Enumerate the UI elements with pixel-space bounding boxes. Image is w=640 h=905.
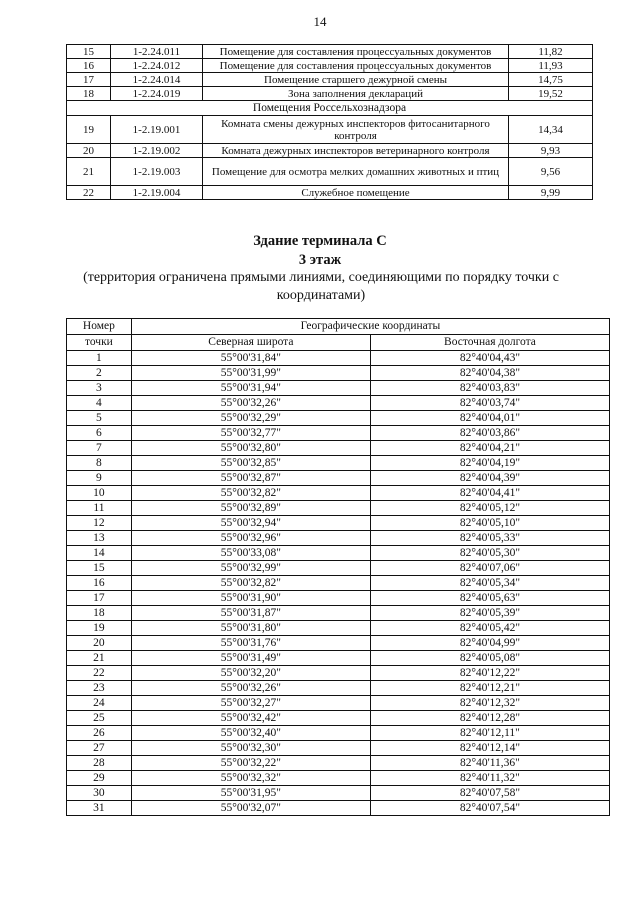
point-number: 14 <box>67 546 132 561</box>
point-number: 10 <box>67 486 132 501</box>
point-number: 23 <box>67 681 132 696</box>
latitude-cell: 55°00'32,94" <box>131 516 370 531</box>
latitude-cell: 55°00'32,87" <box>131 471 370 486</box>
table-row <box>67 561 610 576</box>
room-area: 9,93 <box>509 144 593 158</box>
point-number: 12 <box>67 516 132 531</box>
room-number: 21 <box>67 158 111 186</box>
latitude-cell: 55°00'31,95" <box>131 786 370 801</box>
table-row <box>67 771 610 786</box>
longitude-cell: 82°40'11,36" <box>370 756 609 771</box>
point-number: 28 <box>67 756 132 771</box>
room-area: 14,34 <box>509 116 593 144</box>
table-row <box>67 651 610 666</box>
table-row <box>67 158 593 186</box>
page-number: 14 <box>313 14 327 29</box>
header-geo-coordinates: Географические координаты <box>131 319 609 335</box>
table-row <box>67 73 593 87</box>
longitude-cell: 82°40'07,06" <box>370 561 609 576</box>
room-code: 1-2.19.004 <box>111 186 203 200</box>
rooms-table <box>66 44 593 200</box>
coords-header-row <box>67 319 610 335</box>
room-name: Зона заполнения деклараций <box>203 87 509 101</box>
table-row <box>67 411 610 426</box>
coordinates-table <box>66 318 610 816</box>
table-row <box>67 786 610 801</box>
room-area: 11,82 <box>509 45 593 59</box>
point-number: 15 <box>67 561 132 576</box>
point-number: 29 <box>67 771 132 786</box>
point-number: 24 <box>67 696 132 711</box>
section-title: Помещения Россельхознадзора <box>67 101 593 116</box>
latitude-cell: 55°00'32,96" <box>131 531 370 546</box>
room-name: Комната дежурных инспекторов ветеринарного контроля <box>203 144 509 158</box>
longitude-cell: 82°40'12,28" <box>370 711 609 726</box>
room-name: Комната смены дежурных инспекторов фитосанитарного контроля <box>203 116 509 144</box>
header-latitude: Северная широта <box>131 335 370 351</box>
longitude-cell: 82°40'03,74" <box>370 396 609 411</box>
longitude-cell: 82°40'04,38" <box>370 366 609 381</box>
point-number: 19 <box>67 621 132 636</box>
latitude-cell: 55°00'31,80" <box>131 621 370 636</box>
longitude-cell: 82°40'05,39" <box>370 606 609 621</box>
latitude-cell: 55°00'32,30" <box>131 741 370 756</box>
point-number: 22 <box>67 666 132 681</box>
point-number: 2 <box>67 366 132 381</box>
longitude-cell: 82°40'04,21" <box>370 441 609 456</box>
longitude-cell: 82°40'04,01" <box>370 411 609 426</box>
longitude-cell: 82°40'04,19" <box>370 456 609 471</box>
latitude-cell: 55°00'32,40" <box>131 726 370 741</box>
latitude-cell: 55°00'32,77" <box>131 426 370 441</box>
table-row <box>67 59 593 73</box>
latitude-cell: 55°00'32,29" <box>131 411 370 426</box>
room-code: 1-2.24.012 <box>111 59 203 73</box>
point-number: 3 <box>67 381 132 396</box>
room-number: 19 <box>67 116 111 144</box>
latitude-cell: 55°00'31,84" <box>131 351 370 366</box>
room-name: Помещение для осмотра мелких домашних животных и птиц <box>203 158 509 186</box>
longitude-cell: 82°40'12,11" <box>370 726 609 741</box>
longitude-cell: 82°40'04,43" <box>370 351 609 366</box>
building-title: Здание терминала С <box>253 233 387 249</box>
longitude-cell: 82°40'04,99" <box>370 636 609 651</box>
point-number: 4 <box>67 396 132 411</box>
section-row <box>67 101 593 116</box>
longitude-cell: 82°40'05,42" <box>370 621 609 636</box>
latitude-cell: 55°00'32,22" <box>131 756 370 771</box>
room-area: 9,56 <box>509 158 593 186</box>
table-row <box>67 186 593 200</box>
room-area: 19,52 <box>509 87 593 101</box>
point-number: 11 <box>67 501 132 516</box>
room-number: 16 <box>67 59 111 73</box>
header-longitude: Восточная долгота <box>370 335 609 351</box>
longitude-cell: 82°40'04,39" <box>370 471 609 486</box>
longitude-cell: 82°40'05,08" <box>370 651 609 666</box>
table-row <box>67 144 593 158</box>
table-row <box>67 591 610 606</box>
table-row <box>67 501 610 516</box>
table-row <box>67 756 610 771</box>
point-number: 18 <box>67 606 132 621</box>
room-name: Помещение для составления процессуальных документов <box>203 45 509 59</box>
room-number: 22 <box>67 186 111 200</box>
table-row <box>67 486 610 501</box>
table-row <box>67 711 610 726</box>
point-number: 6 <box>67 426 132 441</box>
latitude-cell: 55°00'32,82" <box>131 576 370 591</box>
table-row <box>67 636 610 651</box>
latitude-cell: 55°00'31,76" <box>131 636 370 651</box>
room-code: 1-2.19.002 <box>111 144 203 158</box>
latitude-cell: 55°00'31,90" <box>131 591 370 606</box>
longitude-cell: 82°40'05,63" <box>370 591 609 606</box>
latitude-cell: 55°00'32,99" <box>131 561 370 576</box>
floor-title: 3 этаж <box>298 252 342 268</box>
header-point-number: Номер <box>67 319 132 335</box>
table-row <box>67 606 610 621</box>
table-row <box>67 366 610 381</box>
latitude-cell: 55°00'32,20" <box>131 666 370 681</box>
room-code: 1-2.19.003 <box>111 158 203 186</box>
longitude-cell: 82°40'12,22" <box>370 666 609 681</box>
room-code: 1-2.24.014 <box>111 73 203 87</box>
table-row <box>67 426 610 441</box>
longitude-cell: 82°40'04,41" <box>370 486 609 501</box>
longitude-cell: 82°40'05,12" <box>370 501 609 516</box>
latitude-cell: 55°00'31,94" <box>131 381 370 396</box>
table-row <box>67 681 610 696</box>
longitude-cell: 82°40'05,34" <box>370 576 609 591</box>
table-row <box>67 666 610 681</box>
table-row <box>67 116 593 144</box>
room-name: Помещение для составления процессуальных документов <box>203 59 509 73</box>
territory-note: (территория ограничена прямыми линиями, соединяющими по порядку точки с координатами) <box>83 270 559 303</box>
longitude-cell: 82°40'07,54" <box>370 801 609 816</box>
table-row <box>67 741 610 756</box>
point-number: 26 <box>67 726 132 741</box>
latitude-cell: 55°00'32,07" <box>131 801 370 816</box>
table-row <box>67 531 610 546</box>
table-row <box>67 381 610 396</box>
table-row <box>67 546 610 561</box>
latitude-cell: 55°00'32,42" <box>131 711 370 726</box>
room-code: 1-2.24.011 <box>111 45 203 59</box>
longitude-cell: 82°40'05,33" <box>370 531 609 546</box>
longitude-cell: 82°40'12,32" <box>370 696 609 711</box>
room-number: 18 <box>67 87 111 101</box>
latitude-cell: 55°00'32,32" <box>131 771 370 786</box>
table-row <box>67 576 610 591</box>
table-row <box>67 621 610 636</box>
room-name: Служебное помещение <box>203 186 509 200</box>
room-number: 17 <box>67 73 111 87</box>
latitude-cell: 55°00'31,87" <box>131 606 370 621</box>
room-area: 14,75 <box>509 73 593 87</box>
longitude-cell: 82°40'05,10" <box>370 516 609 531</box>
coords-subheader-row <box>67 335 610 351</box>
point-number: 9 <box>67 471 132 486</box>
point-number: 16 <box>67 576 132 591</box>
latitude-cell: 55°00'32,26" <box>131 396 370 411</box>
latitude-cell: 55°00'33,08" <box>131 546 370 561</box>
latitude-cell: 55°00'32,26" <box>131 681 370 696</box>
room-area: 9,99 <box>509 186 593 200</box>
longitude-cell: 82°40'11,32" <box>370 771 609 786</box>
point-number: 7 <box>67 441 132 456</box>
point-number: 8 <box>67 456 132 471</box>
latitude-cell: 55°00'32,89" <box>131 501 370 516</box>
table-row <box>67 87 593 101</box>
point-number: 30 <box>67 786 132 801</box>
table-row <box>67 726 610 741</box>
point-number: 21 <box>67 651 132 666</box>
room-code: 1-2.19.001 <box>111 116 203 144</box>
room-number: 15 <box>67 45 111 59</box>
point-number: 17 <box>67 591 132 606</box>
longitude-cell: 82°40'12,21" <box>370 681 609 696</box>
point-number: 13 <box>67 531 132 546</box>
room-name: Помещение старшего дежурной смены <box>203 73 509 87</box>
table-row <box>67 441 610 456</box>
room-code: 1-2.24.019 <box>111 87 203 101</box>
longitude-cell: 82°40'03,86" <box>370 426 609 441</box>
latitude-cell: 55°00'32,27" <box>131 696 370 711</box>
point-number: 1 <box>67 351 132 366</box>
table-row <box>67 696 610 711</box>
point-number: 31 <box>67 801 132 816</box>
longitude-cell: 82°40'05,30" <box>370 546 609 561</box>
table-row <box>67 471 610 486</box>
latitude-cell: 55°00'31,49" <box>131 651 370 666</box>
longitude-cell: 82°40'07,58" <box>370 786 609 801</box>
point-number: 25 <box>67 711 132 726</box>
table-row <box>67 801 610 816</box>
longitude-cell: 82°40'03,83" <box>370 381 609 396</box>
header-point-number-2: точки <box>67 335 132 351</box>
point-number: 20 <box>67 636 132 651</box>
table-row <box>67 45 593 59</box>
room-area: 11,93 <box>509 59 593 73</box>
point-number: 27 <box>67 741 132 756</box>
table-row <box>67 396 610 411</box>
table-row <box>67 456 610 471</box>
latitude-cell: 55°00'32,85" <box>131 456 370 471</box>
latitude-cell: 55°00'32,80" <box>131 441 370 456</box>
table-row <box>67 351 610 366</box>
latitude-cell: 55°00'31,99" <box>131 366 370 381</box>
point-number: 5 <box>67 411 132 426</box>
table-row <box>67 516 610 531</box>
room-number: 20 <box>67 144 111 158</box>
longitude-cell: 82°40'12,14" <box>370 741 609 756</box>
latitude-cell: 55°00'32,82" <box>131 486 370 501</box>
